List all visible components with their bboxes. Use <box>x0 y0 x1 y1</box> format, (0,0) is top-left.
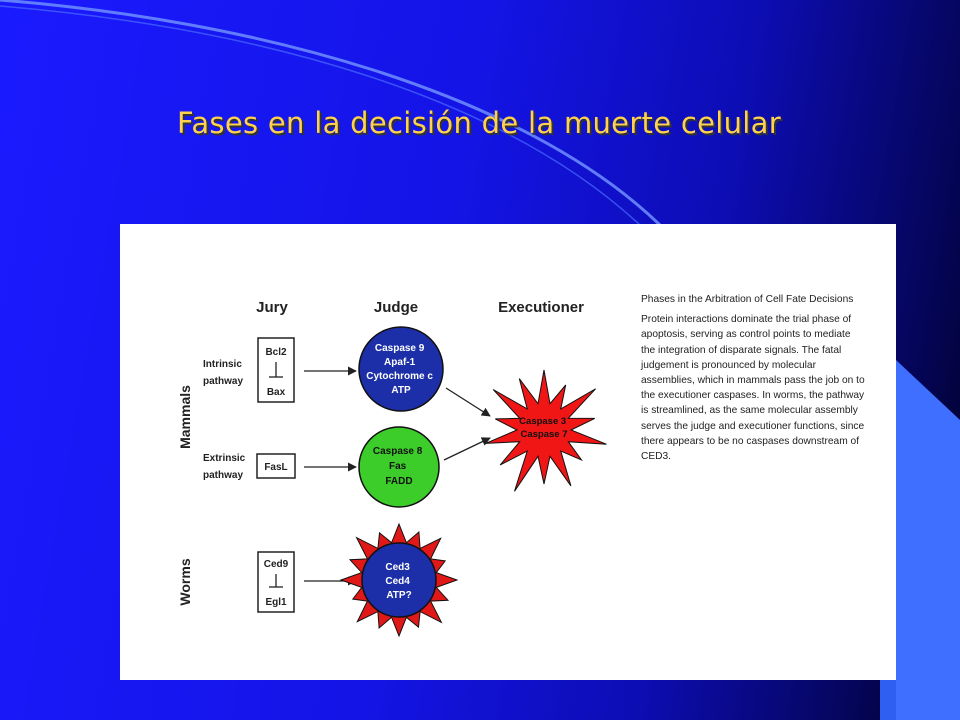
description-text <box>641 292 867 469</box>
jury-egl1: Egl1 <box>265 597 287 608</box>
judge-caspase9: Caspase 9 <box>374 343 425 354</box>
judge-fadd: FADD <box>385 476 413 487</box>
group-worms-label: Worms <box>177 558 193 606</box>
decorative-shape <box>896 360 960 720</box>
svg-text:Ced3 Ced4 ATP? <box>385 562 412 601</box>
jury-worms-box <box>258 552 294 612</box>
jury-bax: Bax <box>266 387 286 398</box>
decorative-shape <box>880 680 896 720</box>
arrow-judge8-to-executioner <box>444 438 490 460</box>
description-title: Phases in the Arbitration of Cell Fate Decisions <box>641 294 854 305</box>
header-jury: Jury <box>256 299 288 316</box>
header-judge: Judge <box>373 299 419 316</box>
slide-title: Fases en la decisión de la muerte celular <box>177 106 781 140</box>
judge-ced3: Ced3 <box>385 562 410 573</box>
judge-caspase8: Caspase 8 <box>372 446 423 457</box>
group-mammals-label: Mammals <box>177 385 193 449</box>
intrinsic-pathway-label <box>203 359 245 387</box>
executioner-caspase7: Caspase 7 <box>520 429 568 440</box>
judge-atp: ATP <box>391 385 411 396</box>
executioner-star <box>486 370 607 491</box>
extrinsic-pathway-label <box>203 453 248 481</box>
description-body: Protein interactions dominate the trial phase of apoptosis, serving as control points to mediate the integration of disparate signals. The fatal judgement is pronounced by molecular assemblies, which in mammals pass the job on to the executioner caspases. In worms, the pathway is streamlined, as the same molecular assembly serves the judge and executioner functions, since there appears to be no caspases downstream of CED3. <box>641 314 865 463</box>
arrow-judge9-to-executioner <box>446 388 490 416</box>
extrinsic-label-line1: Extrinsic <box>203 453 246 464</box>
jury-bcl2: Bcl2 <box>265 347 287 358</box>
judge-extrinsic-circle <box>359 427 439 507</box>
judge-atp-question: ATP? <box>386 590 412 601</box>
diagram-panel <box>120 224 896 680</box>
executioner-caspase3: Caspase 3 <box>519 416 567 427</box>
jury-fasl: FasL <box>264 462 288 473</box>
jury-extrinsic-box <box>257 454 295 478</box>
extrinsic-label-line2: pathway <box>203 470 244 481</box>
judge-worms-node <box>341 524 457 636</box>
judge-cytochrome-c: Cytochrome c <box>366 371 433 382</box>
jury-intrinsic-box <box>258 338 294 402</box>
judge-apaf1: Apaf-1 <box>384 357 416 368</box>
jury-ced9: Ced9 <box>263 559 289 570</box>
judge-fas: Fas <box>388 461 407 472</box>
intrinsic-label-line2: pathway <box>203 376 244 387</box>
judge-intrinsic-circle <box>359 327 443 411</box>
judge-ced4: Ced4 <box>385 576 410 587</box>
header-executioner: Executioner <box>498 299 584 316</box>
intrinsic-label-line1: Intrinsic <box>203 359 242 370</box>
